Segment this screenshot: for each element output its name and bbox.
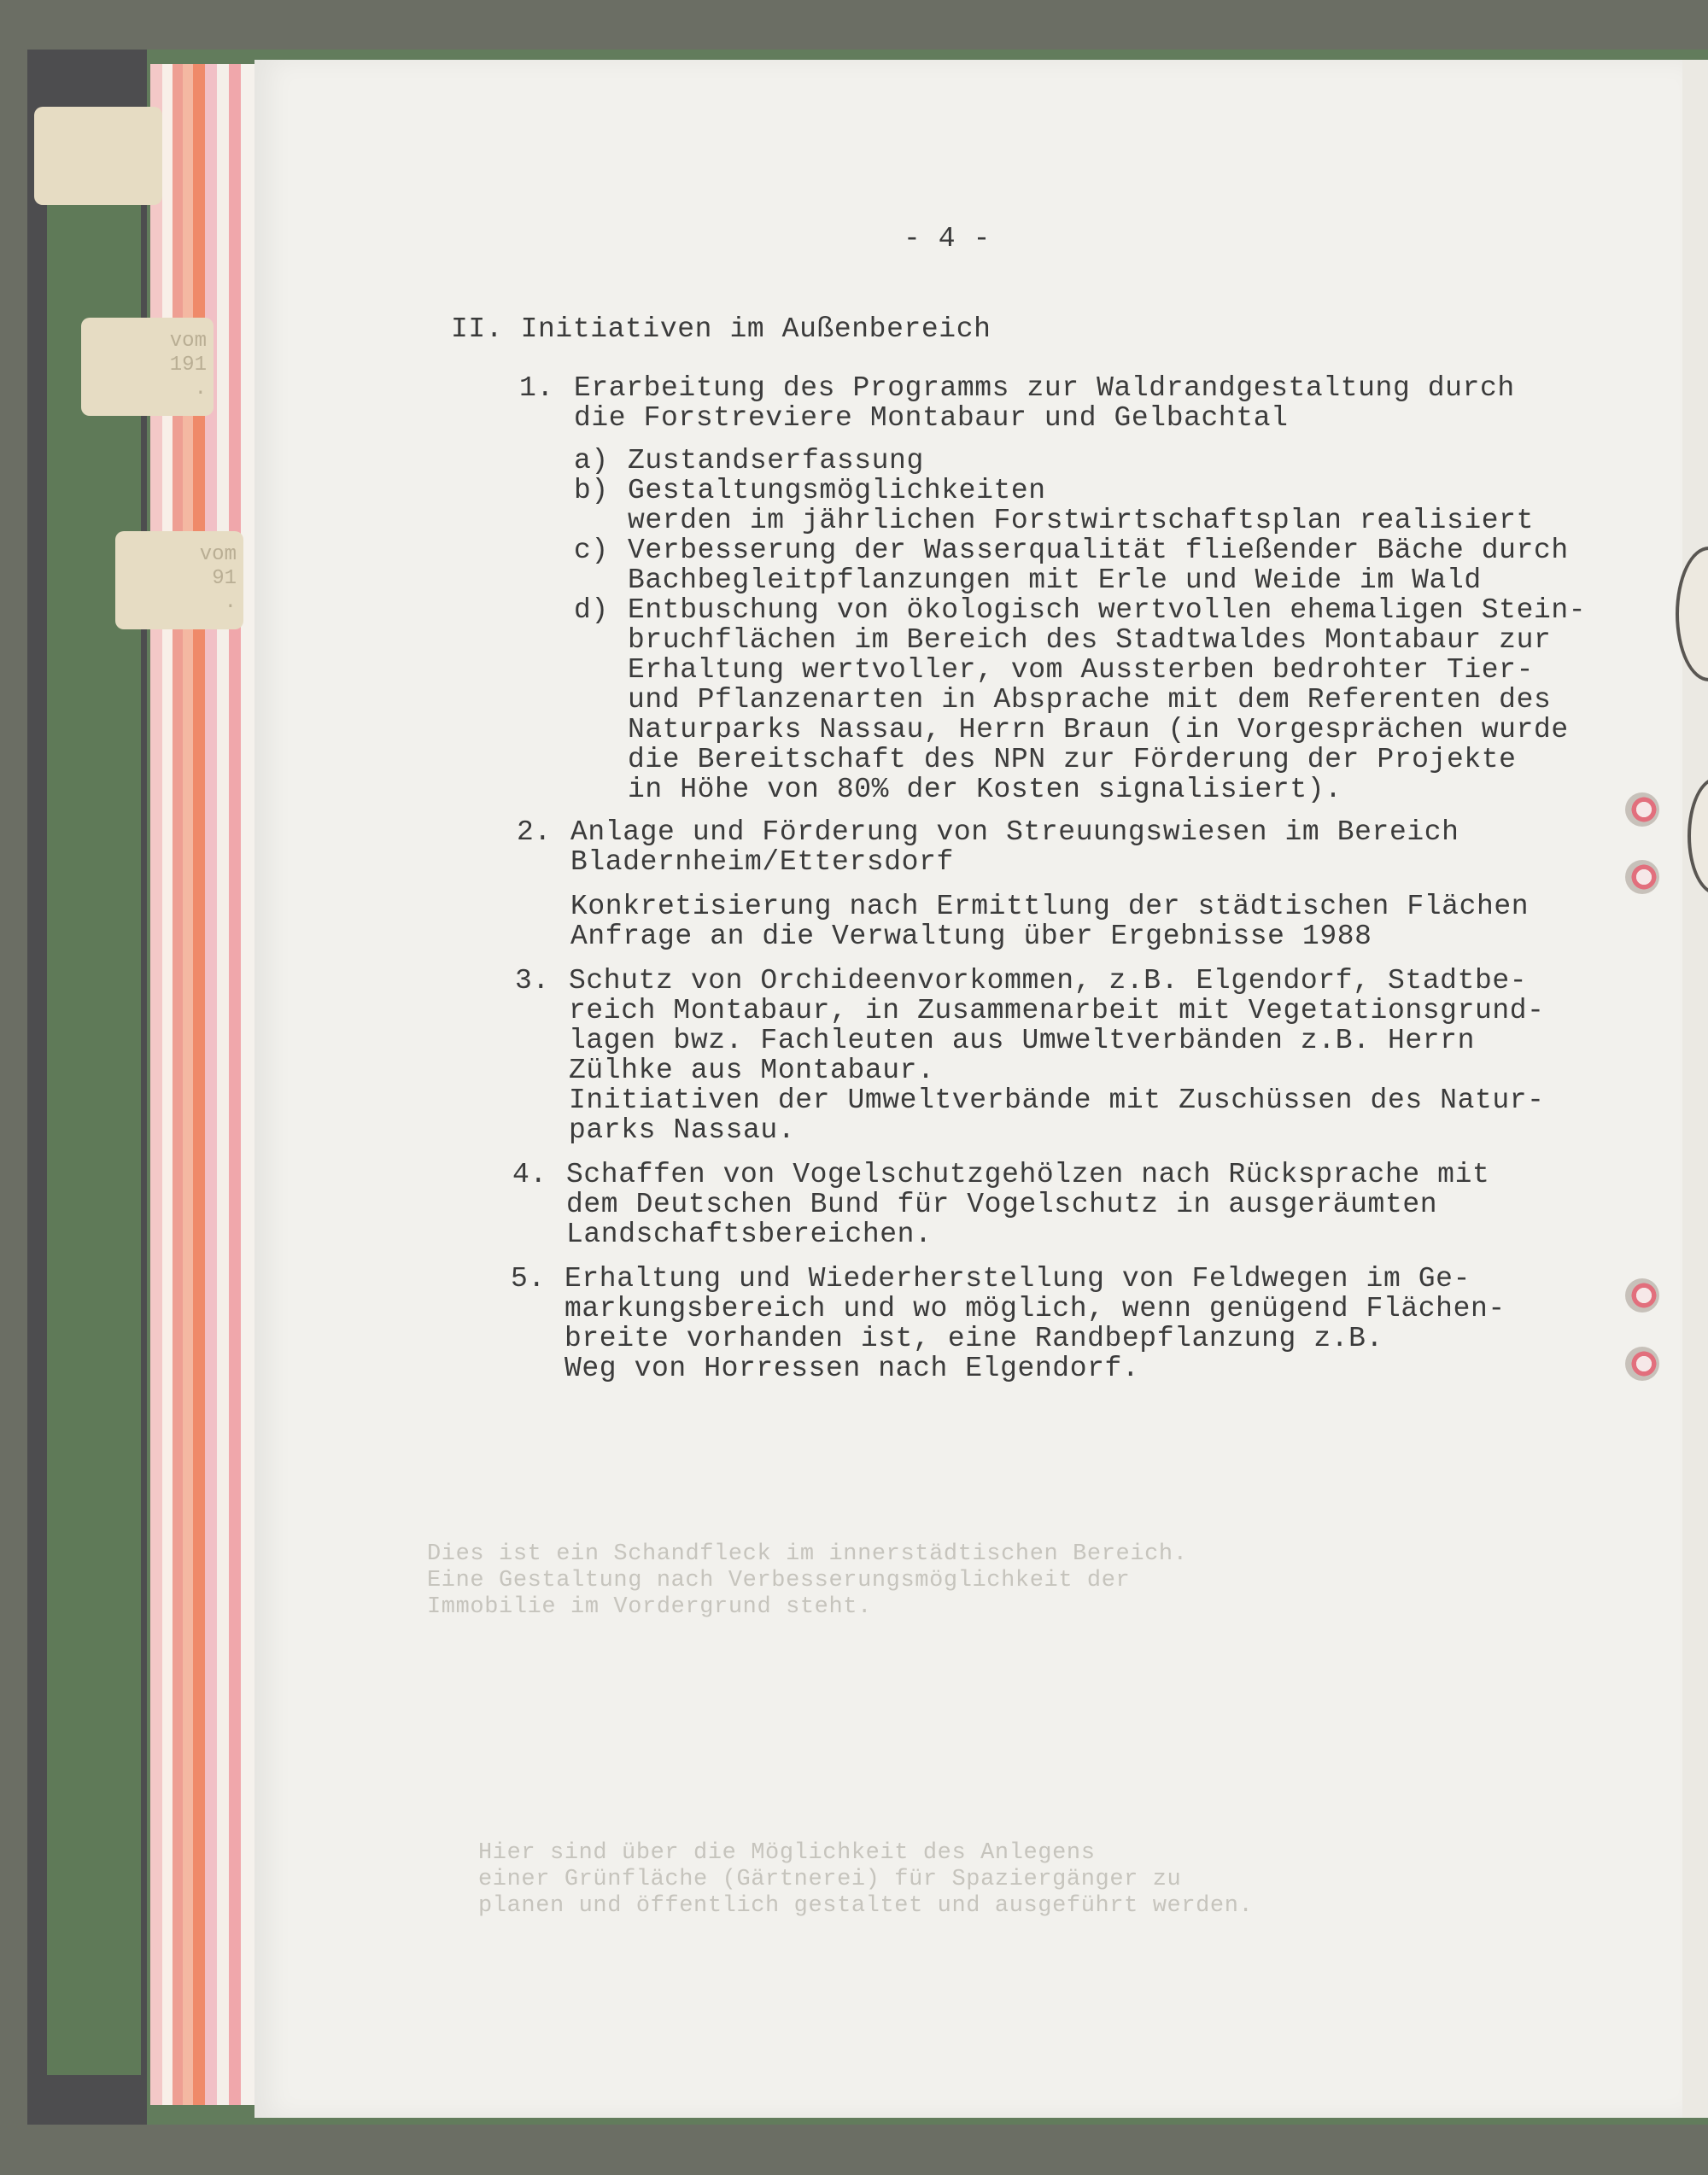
bleed-through-line: einer Grünfläche (Gärtnerei) für Spaziergänger zu <box>478 1867 1182 1892</box>
subitem-line: Gestaltungsmöglichkeiten <box>628 475 1046 506</box>
punch-hole <box>1625 860 1659 894</box>
item-number: 3. <box>515 965 550 997</box>
item-line: Schutz von Orchideenvorkommen, z.B. Elgendorf, Stadtbe- <box>569 965 1528 997</box>
item-line: parks Nassau. <box>569 1114 796 1146</box>
item-line: Erhaltung und Wiederherstellung von Feldwegen im Ge- <box>564 1263 1471 1295</box>
item-line: die Forstreviere Montabaur und Gelbachtal <box>574 402 1289 434</box>
punch-hole <box>1625 1347 1659 1381</box>
subitem-letter: b) <box>574 475 609 506</box>
page-edge <box>229 64 241 2105</box>
item-line: Zülhke aus Montabaur. <box>569 1055 935 1086</box>
section-heading: II. Initiativen im Außenbereich <box>451 313 991 345</box>
subitem-line: die Bereitschaft des NPN zur Förderung der Projekte <box>628 744 1517 775</box>
subitem-line: und Pflanzenarten in Absprache mit dem Referenten des <box>628 684 1552 716</box>
punch-hole <box>1625 1278 1659 1313</box>
item-line: Erarbeitung des Programms zur Waldrandgestaltung durch <box>574 372 1515 404</box>
bleed-through-line: planen und öffentlich gestaltet und ausgeführt werden. <box>478 1893 1254 1919</box>
item-line: breite vorhanden ist, eine Randbepflanzung z.B. <box>564 1323 1383 1354</box>
subitem-line: Entbuschung von ökologisch wertvollen ehemaligen Stein- <box>628 594 1587 626</box>
page-number: - 4 - <box>904 223 991 254</box>
punch-hole <box>1625 792 1659 827</box>
item-number: 4. <box>512 1159 547 1190</box>
subitem-line: werden im jährlichen Forstwirtschaftsplan realisiert <box>628 505 1534 536</box>
item-line: markungsbereich und wo möglich, wenn genügend Flächen- <box>564 1293 1506 1324</box>
binder-board <box>47 196 141 2075</box>
binder-tab-label: vom 191 . <box>169 330 207 401</box>
item-number: 2. <box>517 816 552 848</box>
bleed-through-line: Dies ist ein Schandfleck im innerstädtischen Bereich. <box>427 1541 1188 1567</box>
item-line: Bladernheim/Ettersdorf <box>570 846 954 878</box>
subitem-letter: c) <box>574 535 609 566</box>
subitem-line: Naturparks Nassau, Herrn Braun (in Vorgesprächen wurde <box>628 714 1569 745</box>
item-number: 1. <box>519 372 554 404</box>
subitem-letter: a) <box>574 445 609 477</box>
page-edge <box>217 64 229 2105</box>
subitem-line: in Höhe von 80% der Kosten signalisiert). <box>628 774 1342 805</box>
binder-tab-2[interactable] <box>115 531 243 629</box>
next-page-edge <box>1682 60 1708 2118</box>
binder-tab-blank[interactable] <box>34 107 162 205</box>
subitem-line: bruchflächen im Bereich des Stadtwaldes Montabaur zur <box>628 624 1552 656</box>
subitem-line: Erhaltung wertvoller, vom Aussterben bedrohter Tier- <box>628 654 1534 686</box>
subitem-line: Verbesserung der Wasserqualität fließender Bäche durch <box>628 535 1569 566</box>
item-line: Anlage und Förderung von Streuungswiesen im Bereich <box>570 816 1459 848</box>
page-edge <box>241 64 254 2105</box>
item-note: Anfrage an die Verwaltung über Ergebnisse 1988 <box>570 921 1372 952</box>
item-line: dem Deutschen Bund für Vogelschutz in ausgeräumten <box>566 1189 1438 1220</box>
bleed-through-line: Immobilie im Vordergrund steht. <box>427 1594 872 1620</box>
item-line: Schaffen von Vogelschutzgehölzen nach Rücksprache mit <box>566 1159 1490 1190</box>
item-line: Landschaftsbereichen. <box>566 1219 933 1250</box>
item-line: Weg von Horressen nach Elgendorf. <box>564 1353 1140 1384</box>
binder-tab-1[interactable] <box>81 318 214 416</box>
subitem-line: Bachbegleitpflanzungen mit Erle und Weide im Wald <box>628 564 1482 596</box>
subitem-letter: d) <box>574 594 609 626</box>
binder-tab-label: vom 91 . <box>199 543 237 614</box>
item-note: Konkretisierung nach Ermittlung der städtischen Flächen <box>570 891 1530 922</box>
item-number: 5. <box>511 1263 546 1295</box>
item-line: Initiativen der Umweltverbände mit Zuschüssen des Natur- <box>569 1085 1545 1116</box>
bleed-through-line: Eine Gestaltung nach Verbesserungsmöglichkeit der <box>427 1568 1131 1593</box>
item-line: lagen bwz. Fachleuten aus Umweltverbänden z.B. Herrn <box>569 1025 1475 1056</box>
bleed-through-line: Hier sind über die Möglichkeit des Anlegens <box>478 1840 1096 1866</box>
item-line: reich Montabaur, in Zusammenarbeit mit Vegetationsgrund- <box>569 995 1545 1026</box>
subitem-line: Zustandserfassung <box>628 445 924 477</box>
